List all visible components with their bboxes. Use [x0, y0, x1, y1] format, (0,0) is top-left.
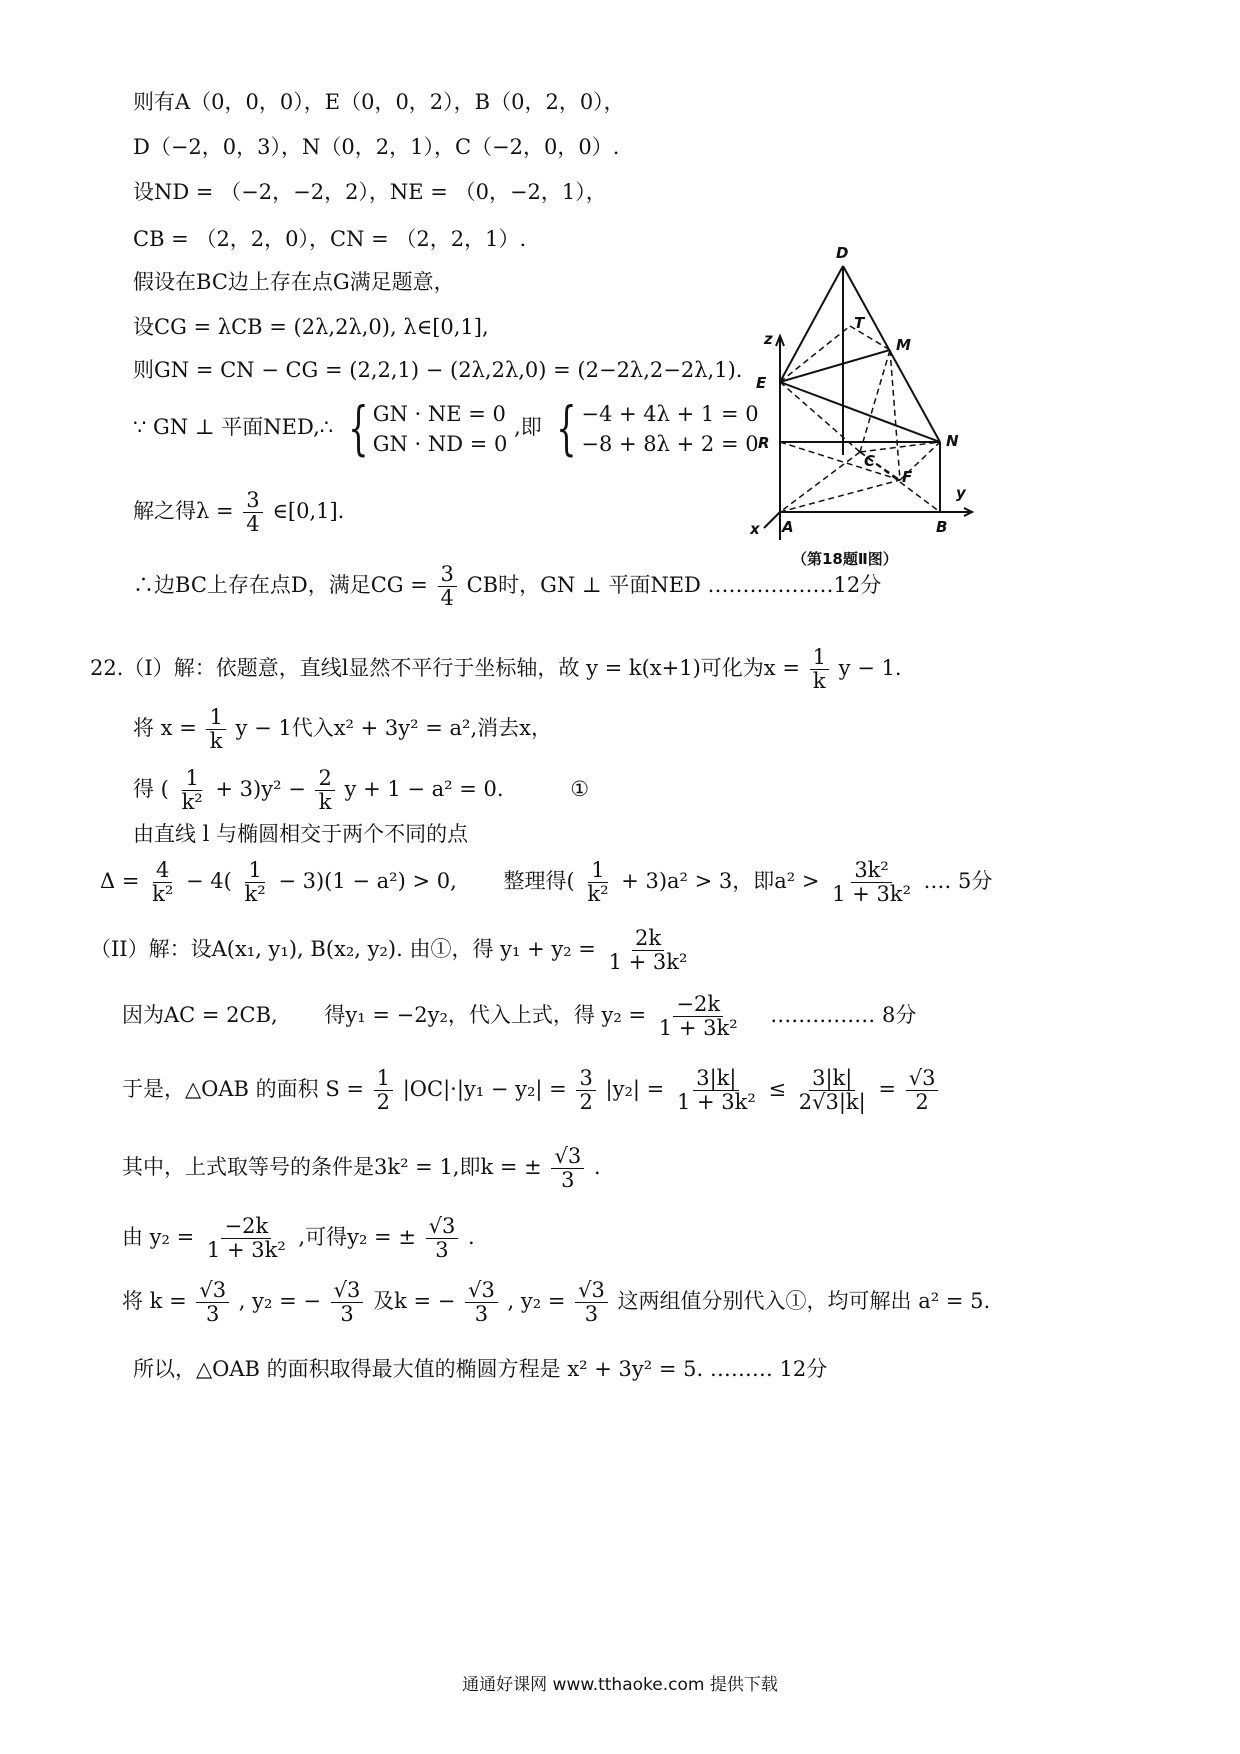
gn-line: 则GN = CN − CG = (2,2,1) − (2λ,2λ,0) = (2−2λ,2−2λ,1).	[133, 358, 743, 382]
coords-line-2: D（−2，0，3），N（0，2，1），C（−2，0，0）.	[133, 135, 620, 159]
subst-fraction-1	[196, 1279, 229, 1326]
frac-den: k²	[244, 882, 266, 906]
vector-line-1: 设ND = （−2，−2，2），NE = （0，−2，1），	[133, 180, 607, 204]
frac-den: 1 + 3k²	[676, 1090, 756, 1114]
frac-num: √3	[575, 1279, 608, 1303]
lambda-denominator: 4	[246, 512, 260, 536]
system-row-2: GN · ND = 0	[372, 431, 508, 456]
q22-line-4: 由直线 l 与椭圆相交于两个不同的点	[133, 822, 469, 846]
frac-den: 1 + 3k²	[658, 1016, 738, 1040]
k-value-fraction	[551, 1145, 584, 1192]
q22-l3-mid2: y + 1 − a² = 0.	[344, 777, 504, 801]
frac-num: √3	[906, 1067, 939, 1091]
conclusion-denominator: 4	[440, 586, 454, 610]
system-row-1: GN · NE = 0	[372, 401, 506, 426]
lambda-fraction	[243, 489, 262, 536]
fig-label-b: B	[936, 518, 948, 536]
lambda-prefix: 解之得λ =	[133, 499, 234, 523]
from-fraction	[204, 1215, 289, 1262]
q22-l3-fraction-1	[179, 767, 206, 814]
delta-prefix: Δ =	[100, 869, 140, 893]
area-fraction-2	[796, 1067, 869, 1114]
delta-fraction-1	[149, 859, 176, 906]
frac-den: k²	[152, 882, 174, 906]
area-prefix: 于是，△OAB 的面积 S =	[122, 1077, 364, 1101]
q22-line-11	[122, 1270, 990, 1332]
subst-prefix: 将 k =	[122, 1289, 187, 1313]
frac-den: 1 + 3k²	[832, 882, 911, 906]
frac-num: 1	[588, 859, 607, 883]
frac-num: 1	[182, 767, 201, 791]
fig-label-n: N	[946, 432, 959, 450]
because-prefix: 因为AC = 2CB,	[122, 1003, 278, 1027]
frac-den: 3	[474, 1302, 489, 1326]
area-mid: |OC|·|y₁ − y₂| =	[402, 1077, 567, 1101]
fig-label-t: T	[854, 314, 865, 332]
q22-l1-suffix: y − 1.	[838, 656, 902, 680]
subst-fraction-4	[575, 1279, 608, 1326]
conclusion-numerator: 3	[438, 563, 457, 587]
conclusion-suffix: CB时，GN ⊥ 平面NED ………………12分	[466, 573, 882, 597]
subst-mid1: , y₂ = −	[238, 1289, 321, 1313]
frac-den: 2	[915, 1090, 929, 1114]
q22-line-1	[90, 640, 902, 696]
fig-label-z: z	[764, 330, 773, 348]
lambda-suffix: ∈[0,1].	[272, 499, 345, 523]
frac-den: 2	[579, 1090, 593, 1114]
period: .	[593, 1155, 601, 1179]
q22-l3-fraction-2	[315, 767, 334, 814]
frac-num: √3	[331, 1279, 364, 1303]
fig-label-m: M	[896, 336, 911, 354]
q22-l2-suffix: y − 1代入x² + 3y² = a²,消去x，	[235, 716, 552, 740]
delta-fraction-2	[241, 859, 268, 906]
frac-num: √3	[465, 1279, 498, 1303]
system-row-4: −8 + 8λ + 2 = 0	[581, 431, 759, 456]
frac-num: √3	[551, 1145, 584, 1169]
fig-label-e: E	[756, 374, 767, 392]
q22-final-line: 所以，△OAB 的面积取得最大值的椭圆方程是 x² + 3y² = 5. ……… 12分	[133, 1357, 828, 1381]
sum-fraction	[606, 927, 691, 974]
fig-label-d: D	[836, 244, 849, 262]
q22-l1-fraction	[810, 646, 829, 693]
frac-num: 1	[245, 859, 264, 883]
tidy-mid: + 3)a² > 3，即a² >	[621, 869, 820, 893]
area-three-half	[576, 1067, 595, 1114]
tidy-fraction-2	[829, 859, 914, 906]
lambda-solution	[133, 486, 344, 536]
q22-line-3	[133, 758, 589, 820]
from-mid: ,可得y₂ = ±	[298, 1225, 416, 1249]
frac-num: −2k	[673, 993, 723, 1017]
because-mid: 得y₁ = −2y₂，代入上式，得 y₂ =	[324, 1003, 647, 1027]
y2-value-fraction	[426, 1215, 459, 1262]
frac-num: 3k²	[851, 859, 892, 883]
tidy-end: .… 5分	[923, 869, 993, 893]
subst-mid2: 及k = −	[373, 1289, 456, 1313]
area-half-1	[374, 1067, 393, 1114]
fig-label-a: A	[782, 518, 794, 536]
q22-line-5	[100, 850, 992, 912]
frac-num: 3|k|	[693, 1067, 739, 1091]
conclusion-prefix: ∴边BC上存在点D，满足CG =	[133, 573, 428, 597]
subst-fraction-3	[465, 1279, 498, 1326]
q22-line-9	[122, 1136, 601, 1198]
frac-num: 1	[810, 646, 829, 670]
q22-line-6	[90, 918, 693, 980]
frac-num: −2k	[221, 1215, 271, 1239]
frac-den: 1 + 3k²	[608, 950, 688, 974]
frac-den: 3	[435, 1238, 449, 1262]
area-fraction-3	[906, 1067, 939, 1114]
system-brace-2: { −4 + 4λ + 1 = 0 −8 + 8λ + 2 = 0	[556, 393, 759, 462]
y2-fraction	[656, 993, 741, 1040]
fig-label-x: x	[750, 520, 760, 538]
page-footer: 通通好课网 www.tthaoke.com 提供下载	[462, 1675, 778, 1695]
system-brace-1: { GN · NE = 0 GN · ND = 0	[348, 393, 508, 462]
coords-line-1: 则有A（0，0，0），E（0，0，2），B（0，2，0），	[133, 90, 625, 114]
area-mid2: |y₂| =	[605, 1077, 665, 1101]
perpendicular-system	[133, 393, 759, 462]
lambda-numerator: 3	[243, 489, 262, 513]
fig-label-f: F	[902, 468, 913, 486]
q22-l2-prefix: 将 x =	[133, 716, 197, 740]
subst-suffix: 这两组值分别代入①，均可解出 a² = 5.	[617, 1289, 991, 1313]
figure-caption: （第18题Ⅱ图）	[792, 550, 898, 568]
frac-den: k	[812, 669, 826, 693]
frac-den: k	[209, 729, 223, 753]
tidy-fraction	[584, 859, 611, 906]
frac-den: k	[318, 790, 332, 814]
fig-label-r: R	[758, 434, 770, 452]
frac-num: 2	[315, 767, 334, 791]
assumption-line: 假设在BC边上存在点G满足题意，	[133, 270, 455, 294]
frac-den: 3	[340, 1302, 354, 1326]
conclusion-fraction	[438, 563, 457, 610]
frac-num: √3	[196, 1279, 229, 1303]
frac-num: 1	[206, 706, 225, 730]
q22-l1-prefix: 22.（I）解：依题意，直线l显然不平行于坐标轴，故 y = k(x+1)可化为x =	[90, 656, 800, 680]
frac-den: 1 + 3k²	[206, 1238, 286, 1262]
part2-prefix: （II）解：设A(x₁, y₁), B(x₂, y₂). 由①，得 y₁ + y₂ =	[90, 937, 596, 961]
system-mid: ,即	[514, 415, 542, 439]
area-fraction-1	[674, 1067, 759, 1114]
frac-num: 4	[153, 859, 172, 883]
frac-num: 3	[576, 1067, 595, 1091]
leq-sign: ≤	[768, 1077, 787, 1101]
frac-den: k²	[181, 790, 203, 814]
frac-den: k²	[587, 882, 609, 906]
cg-line: 设CG = λCB = (2λ,2λ,0), λ∈[0,1],	[133, 315, 489, 339]
period: .	[468, 1225, 475, 1249]
equality-prefix: 其中，上式取等号的条件是3k² = 1,即k = ±	[122, 1155, 542, 1179]
q22-line-7	[122, 984, 916, 1046]
system-row-3: −4 + 4λ + 1 = 0	[581, 401, 759, 426]
q22-line-8	[122, 1056, 941, 1122]
q22-l3-prefix: 得 (	[133, 777, 169, 801]
frac-num: √3	[426, 1215, 459, 1239]
tidy-prefix: 整理得(	[503, 869, 575, 893]
frac-den: 3	[561, 1168, 575, 1192]
frac-num: 2k	[632, 927, 664, 951]
q22-l2-fraction	[206, 706, 225, 753]
frac-den: 2√3|k|	[798, 1090, 866, 1114]
delta-mid2: − 3)(1 − a²) > 0,	[278, 869, 457, 893]
q22-line-10	[122, 1206, 475, 1268]
system-prefix: ∵ GN ⊥ 平面NED,∴	[133, 415, 334, 439]
eq-sign: =	[878, 1077, 897, 1101]
frac-num: 1	[374, 1067, 393, 1091]
frac-den: 3	[584, 1302, 599, 1326]
q22-line-2	[133, 700, 552, 756]
frac-den: 3	[206, 1302, 220, 1326]
q22-l3-mid1: + 3)y² −	[215, 777, 306, 801]
geometry-figure	[750, 240, 990, 570]
delta-mid: − 4(	[185, 869, 232, 893]
fig-label-y: y	[956, 484, 966, 502]
fig-label-c: C	[864, 452, 876, 470]
frac-num: 3|k|	[809, 1067, 855, 1091]
subst-fraction-2	[331, 1279, 364, 1326]
equation-marker: ①	[570, 777, 590, 801]
frac-den: 2	[376, 1090, 391, 1114]
vector-line-2: CB = （2，2，0），CN = （2，2，1）.	[133, 227, 527, 251]
because-end: …………… 8分	[770, 1003, 917, 1027]
subst-mid3: , y₂ =	[507, 1289, 566, 1313]
from-prefix: 由 y₂ =	[122, 1225, 195, 1249]
